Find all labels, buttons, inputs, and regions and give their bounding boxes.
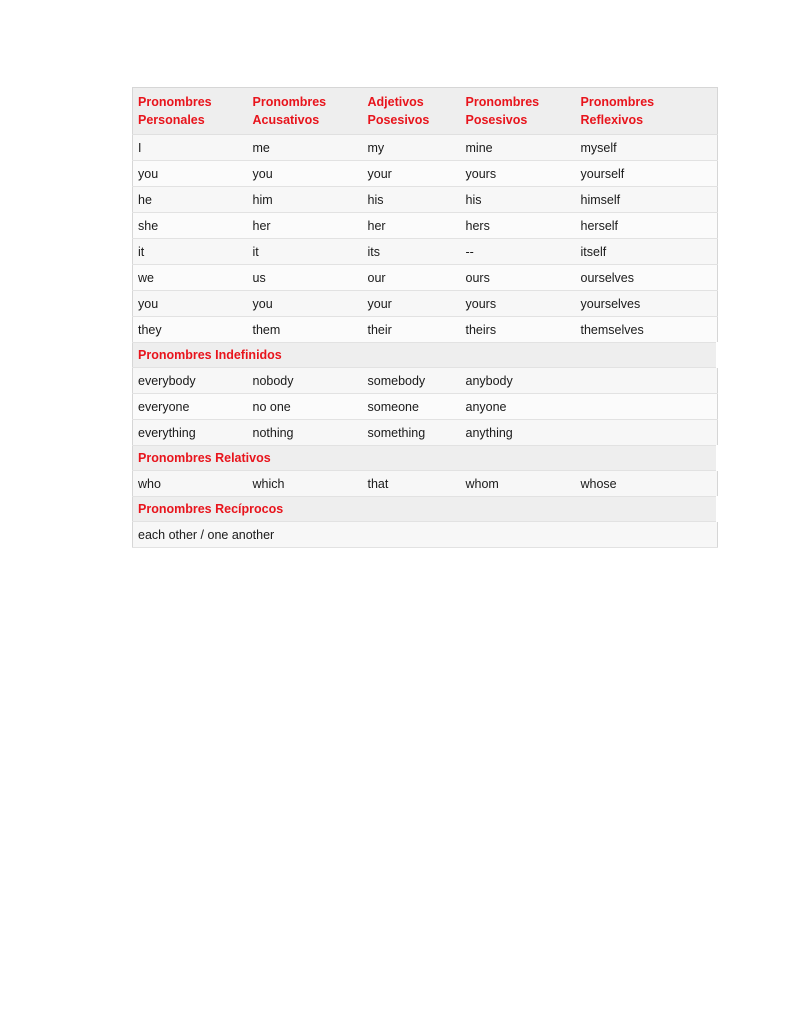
- table-cell: herself: [576, 213, 718, 239]
- table-cell: everybody: [133, 368, 248, 394]
- table-cell: it: [248, 239, 363, 265]
- header-row: [133, 88, 718, 135]
- table-cell: our: [363, 265, 461, 291]
- table-cell: his: [363, 187, 461, 213]
- table-cell: me: [248, 135, 363, 161]
- table-cell: no one: [248, 394, 363, 420]
- table-row: [133, 213, 718, 239]
- header-reflexivos: Pronombres Reflexivos: [576, 88, 718, 135]
- table-row: [133, 187, 718, 213]
- table-cell: she: [133, 213, 248, 239]
- table-cell: anything: [461, 420, 576, 446]
- table-cell: he: [133, 187, 248, 213]
- table-cell: they: [133, 317, 248, 343]
- table-cell: anybody: [461, 368, 576, 394]
- table-cell: her: [363, 213, 461, 239]
- table-cell: [576, 394, 718, 420]
- table-row: [133, 368, 718, 394]
- section-header-relativos: [133, 446, 718, 471]
- header-pronombres-posesivos: Pronombres Posesivos: [461, 88, 576, 135]
- table-row: [133, 239, 718, 265]
- table-cell: whom: [461, 471, 576, 497]
- table-row: [133, 265, 718, 291]
- table-cell: you: [248, 161, 363, 187]
- table-row: [133, 291, 718, 317]
- table-cell: that: [363, 471, 461, 497]
- table-cell: each other / one another: [133, 522, 718, 548]
- table-cell: itself: [576, 239, 718, 265]
- table-cell: mine: [461, 135, 576, 161]
- pronouns-table: [132, 87, 719, 548]
- table-cell: theirs: [461, 317, 576, 343]
- table-cell: you: [133, 161, 248, 187]
- table-cell: myself: [576, 135, 718, 161]
- table-row: [133, 317, 718, 343]
- section-title: Pronombres Recíprocos: [133, 497, 718, 522]
- table-cell: [576, 368, 718, 394]
- table-cell: you: [133, 291, 248, 317]
- table-cell: your: [363, 291, 461, 317]
- table-cell: everyone: [133, 394, 248, 420]
- table-cell: your: [363, 161, 461, 187]
- table-cell: yourself: [576, 161, 718, 187]
- table-row: [133, 522, 718, 548]
- table-row: [133, 135, 718, 161]
- section-title: Pronombres Indefinidos: [133, 343, 718, 368]
- table-cell: him: [248, 187, 363, 213]
- table-cell: ourselves: [576, 265, 718, 291]
- table-cell: yourselves: [576, 291, 718, 317]
- table-cell: their: [363, 317, 461, 343]
- table-cell: it: [133, 239, 248, 265]
- table-cell: yours: [461, 291, 576, 317]
- section-header-reciprocos: [133, 497, 718, 522]
- table-row: [133, 471, 718, 497]
- table-cell: who: [133, 471, 248, 497]
- table-cell: himself: [576, 187, 718, 213]
- table-cell: hers: [461, 213, 576, 239]
- table-cell: themselves: [576, 317, 718, 343]
- table-cell: its: [363, 239, 461, 265]
- header-acusativos: Pronombres Acusativos: [248, 88, 363, 135]
- table-cell: I: [133, 135, 248, 161]
- header-adjetivos-posesivos: Adjetivos Posesivos: [363, 88, 461, 135]
- table-cell: we: [133, 265, 248, 291]
- table-cell: nothing: [248, 420, 363, 446]
- table-cell: which: [248, 471, 363, 497]
- table-cell: [576, 420, 718, 446]
- table-cell: something: [363, 420, 461, 446]
- table-cell: everything: [133, 420, 248, 446]
- table-cell: someone: [363, 394, 461, 420]
- table-cell: somebody: [363, 368, 461, 394]
- table-cell: --: [461, 239, 576, 265]
- table-cell: yours: [461, 161, 576, 187]
- table-cell: ours: [461, 265, 576, 291]
- section-title: Pronombres Relativos: [133, 446, 718, 471]
- table-row: [133, 161, 718, 187]
- table-cell: my: [363, 135, 461, 161]
- table-cell: whose: [576, 471, 718, 497]
- table-cell: them: [248, 317, 363, 343]
- table-cell: us: [248, 265, 363, 291]
- header-personales: Pronombres Personales: [133, 88, 248, 135]
- section-header-indefinidos: [133, 343, 718, 368]
- table-cell: nobody: [248, 368, 363, 394]
- table-cell: you: [248, 291, 363, 317]
- table-cell: anyone: [461, 394, 576, 420]
- table-row: [133, 420, 718, 446]
- table-cell: his: [461, 187, 576, 213]
- table-cell: her: [248, 213, 363, 239]
- table-row: [133, 394, 718, 420]
